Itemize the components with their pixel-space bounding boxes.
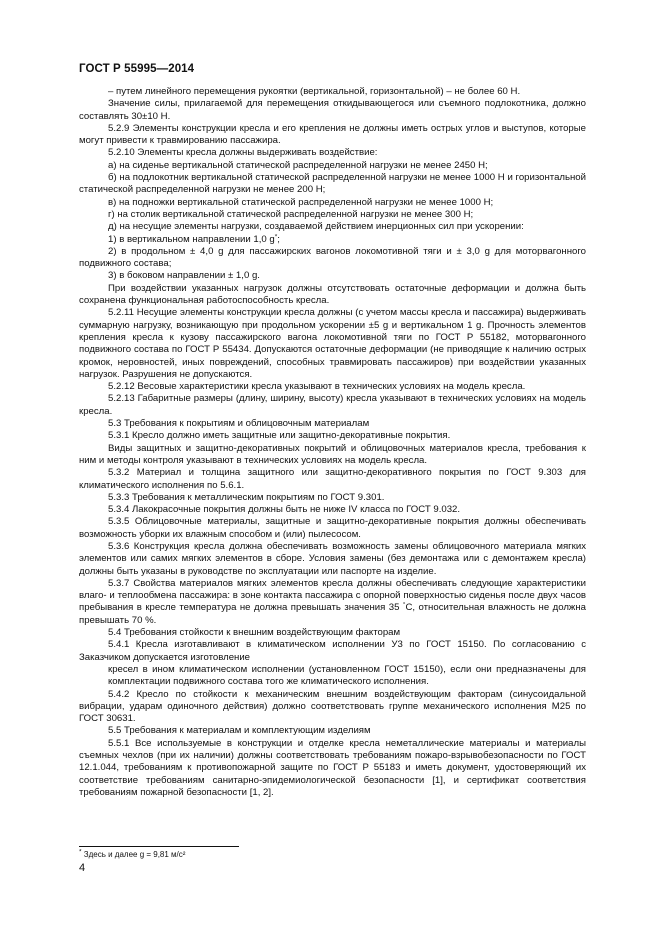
paragraph-text: Виды защитных и защитно-декоративных покрытий и облицовочных материалов кресла, требования к ним и методы контроля указывают в технических условиях на модель кресла. <box>79 442 586 466</box>
paragraph-text-tail: ; <box>277 233 280 245</box>
paragraph <box>79 270 586 282</box>
paragraph <box>79 160 586 172</box>
paragraph <box>79 147 586 159</box>
paragraph <box>79 541 586 578</box>
paragraph-text: 5.3.5 Облицовочные материалы, защитные и защитно-декоративные покрытия должны обеспечивать возможность уборки их влажным способом и (или) пылесосом. <box>79 516 586 540</box>
paragraph-text: 5.3.4 Лакокрасочные покрытия должны быть не ниже IV класса по ГОСТ 9.032. <box>108 504 461 516</box>
paragraph <box>79 418 586 430</box>
paragraph-text: 5.4 Требования стойкости к внешним воздействующим факторам <box>108 627 401 639</box>
footnote-mark: * <box>79 848 82 856</box>
paragraph-text: б) на подлокотник вертикальной статической распределенной нагрузки не менее 1000 Н и горизонтальной статической распределенной нагрузки не менее 200 Н; <box>79 172 586 196</box>
paragraph-text: – путем линейного перемещения рукоятки (вертикальной, горизонтальной) – не более 60 Н. <box>108 86 521 97</box>
paragraph <box>79 123 586 148</box>
paragraph <box>79 86 586 98</box>
paragraph-text: 5.3.3 Требования к металлическим покрытиям по ГОСТ 9.301. <box>108 491 385 503</box>
paragraph-text: 5.4.2 Кресло по стойкости к механическим внешним воздействующим факторам (синусоидальной вибрации, ударам одиночного действия) должно соответствовать группе механического исполнения М25 по ГОСТ 30631. <box>79 688 586 725</box>
paragraph <box>79 639 586 664</box>
paragraph-text: 5.5 Требования к материалам и комплектующим изделиям <box>108 725 371 737</box>
paragraph-text: д) на несущие элементы нагрузки, создаваемой действием инерционных сил при ускорении: <box>108 221 524 233</box>
paragraph <box>79 172 586 197</box>
paragraph <box>79 504 586 516</box>
paragraph-text: 5.2.13 Габаритные размеры (длину, ширину, высоту) кресла указывают в технических условиях на модель кресла. <box>79 393 586 417</box>
footnote-separator <box>79 846 239 847</box>
paragraph <box>79 738 586 799</box>
paragraph <box>79 492 586 504</box>
paragraph <box>79 381 586 393</box>
paragraph-text: 5.3.1 Кресло должно иметь защитные или защитно-декоративные покрытия. <box>108 430 451 442</box>
paragraph <box>79 443 586 468</box>
superscript: ° <box>402 601 406 609</box>
paragraph <box>79 516 586 541</box>
paragraph-text: 5.3.6 Конструкция кресла должна обеспечивать возможность замены облицовочного материала мягких элементов или самих мягких элементов в сборе. Условия замены (без демонтажа или с демонтажем кресла) должны быть указаны в руководстве по эксплуатации или паспорте на изделие. <box>79 540 586 577</box>
footnote <box>79 850 185 859</box>
paragraph <box>79 234 586 246</box>
paragraph-text: кресел в ином климатическом исполнении (установленном ГОСТ 15150), если они предназначены для комплектации подвижного состава того же климатического исполнения. <box>108 663 586 688</box>
paragraph <box>79 725 586 737</box>
paragraph-text: 2) в продольном ± 4,0 g для пассажирских вагонов локомотивной тяги и ± 3,0 g для моторвагонного подвижного состава; <box>79 245 586 270</box>
paragraph-text: 5.3.2 Материал и толщина защитного или защитно-декоративного покрытия по ГОСТ 9.303 для климатического исполнения по 5.6.1. <box>79 467 586 491</box>
paragraph-text: При воздействии указанных нагрузок должны отсутствовать остаточные деформации и должна быть сохранена функциональная работоспособность кресла. <box>79 282 586 307</box>
superscript: * <box>274 233 278 241</box>
paragraph-text: 5.2.11 Несущие элементы конструкции кресла должны (с учетом массы кресла и пассажира) выдерживать суммарную нагрузку, возникающую при продольном ускорении ±5 g и вертикальном 1 g. Прочность элементов крепления кресла к кузову пассажирского вагона локомотивной тяги по ГОСТ Р 55182, моторвагонного подвижного состава по ГОСТ Р 55434. Допускаются остаточные деформации (не приводящие к наличию острых кромок, неровностей, иных повреждений, способных травмировать пассажиров) при воздействии указанных нагрузок. Разрушения не допускаются. <box>79 307 586 380</box>
paragraph-text: 5.2.9 Элементы конструкции кресла и его крепления не должны иметь острых углов и выступов, которые могут привести к травмированию пассажира. <box>79 122 586 147</box>
paragraph-text: 3) в боковом направлении ± 1,0 g. <box>108 270 260 282</box>
paragraph-text: 5.4.1 Кресла изготавливают в климатическом исполнении У3 по ГОСТ 15150. По согласованию с Заказчиком допускается изготовление <box>79 639 586 663</box>
paragraph <box>79 209 586 221</box>
paragraph-text: Значение силы, прилагаемой для перемещения откидывающегося или съемного подлокотника, должно составлять 30±10 Н. <box>79 98 586 122</box>
paragraph <box>79 689 586 726</box>
paragraph-text: 5.3.7 Свойства материалов мягких элементов кресла должны обеспечивать следующие характеристики влаго- и теплообмена пассажира: в зоне контакта пассажира с опорной поверхностью сиденья после двух часов пребывания в кресле температура не должна превышать значения 35 <box>79 577 586 614</box>
paragraph-text: г) на столик вертикальной статической распределенной нагрузки не менее 300 Н; <box>108 208 474 220</box>
paragraph <box>79 197 586 209</box>
paragraph <box>79 578 586 627</box>
page-number: 4 <box>79 862 86 874</box>
document-header: ГОСТ Р 55995—2014 <box>79 63 195 75</box>
paragraph <box>79 283 586 308</box>
paragraph-text: 1) в вертикальном направлении 1,0 g <box>108 233 275 245</box>
paragraph <box>79 664 586 689</box>
paragraph <box>79 221 586 233</box>
paragraph-text: а) на сиденье вертикальной статической распределенной нагрузки не менее 2450 Н; <box>108 159 488 171</box>
paragraph <box>79 627 586 639</box>
paragraph <box>79 98 586 123</box>
paragraph <box>79 393 586 418</box>
paragraph-text: 5.2.12 Весовые характеристики кресла указывают в технических условиях на модель кресла. <box>108 381 526 393</box>
paragraph-text: 5.2.10 Элементы кресла должны выдерживать воздействие: <box>108 147 378 159</box>
document-body <box>79 86 586 799</box>
paragraph-text: 5.3 Требования к покрытиям и облицовочным материалам <box>108 418 370 430</box>
paragraph <box>79 467 586 492</box>
footnote-text: Здесь и далее g = 9,81 м/с² <box>81 850 186 859</box>
paragraph <box>79 430 586 442</box>
paragraph <box>79 307 586 381</box>
paragraph-text-tail: С, относительная влажность не должна превышать 70 %. <box>79 602 586 626</box>
paragraph-text: 5.5.1 Все используемые в конструкции и отделке кресла неметаллические материалы и материалы съемных чехлов (при их наличии) должны соответствовать требованиям пожаро-взрывобезопасности по ГОСТ 12.1.044, требованиям к противопожарной защите по ГОСТ Р 55183 и иметь документ, удостоверяющий их соответствие требованиям санитарно-эпидемиологической безопасности [1], и сертификат соответствия требованиям пожарной безопасности [1, 2]. <box>79 737 586 798</box>
paragraph <box>79 246 586 271</box>
paragraph-text: в) на подножки вертикальной статической распределенной нагрузки не менее 1000 Н; <box>108 196 494 208</box>
